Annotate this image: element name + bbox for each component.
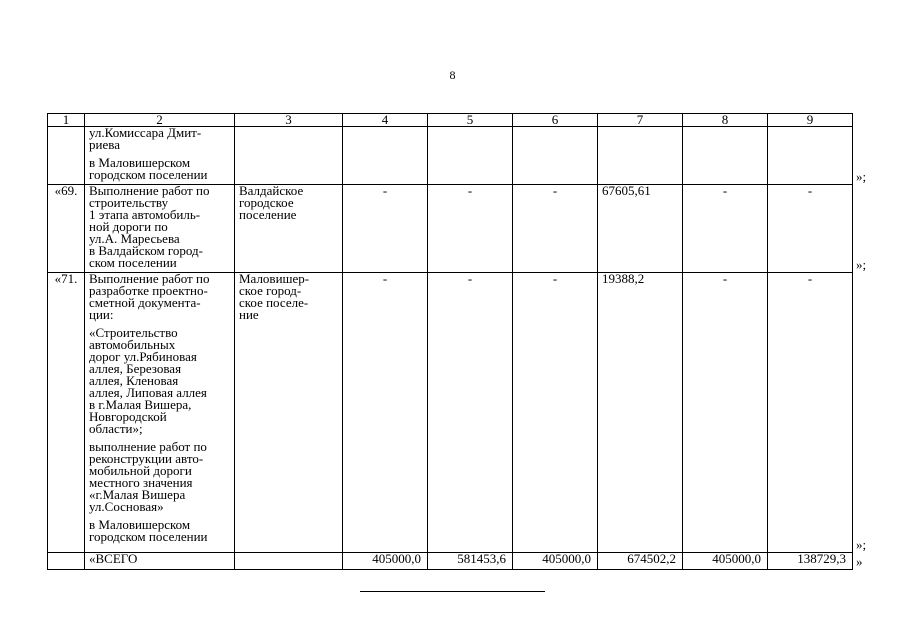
amount-cell: 405000,0 [513,553,598,570]
amount-cell: - [428,273,513,553]
page-number: 8 [449,68,456,82]
column-header: 2 [85,114,235,127]
amount-cell: 67605,61 [598,185,683,273]
row-number: «69. [48,185,85,273]
amount-cell: - [343,185,428,273]
amount-cell [683,127,768,185]
municipality-cell [235,553,343,570]
amount-cell: - [768,273,853,553]
amount-cell: - [683,185,768,273]
object-name-cell [85,553,235,570]
object-name-paragraph: в Маловишерском городском поселении [89,517,208,544]
row-number [48,127,85,185]
row-closing-mark: » [856,554,863,569]
object-name-paragraph: ул.Комиссара Дмит- риева [89,125,202,152]
column-header: 6 [513,114,598,127]
amount-cell [428,127,513,185]
municipality-cell [235,127,343,185]
amount-cell [768,127,853,185]
amount-cell: - [768,185,853,273]
amount-cell: 581453,6 [428,553,513,570]
amount-cell: 674502,2 [598,553,683,570]
table-row [48,273,853,553]
amount-cell: 405000,0 [343,553,428,570]
object-name-cell [85,273,235,553]
object-name-cell [85,127,235,185]
table-row [48,127,853,185]
amount-cell: - [513,273,598,553]
budget-table [47,113,853,570]
footnote-rule [360,591,545,592]
column-header: 4 [343,114,428,127]
row-closing-mark: »; [856,257,867,272]
amount-cell [513,127,598,185]
amount-cell: - [343,273,428,553]
municipality-cell: Маловишер- ское город- ское поселе- ние [235,273,343,553]
column-header: 3 [235,114,343,127]
column-header: 8 [683,114,768,127]
object-name-paragraph: выполнение работ по реконструкции авто- мобильной дороги местного значения «г.Малая Вишера ул.Сосновая» [89,439,207,514]
row-closing-mark: »; [856,537,867,552]
row-number [48,553,85,570]
column-header: 9 [768,114,853,127]
amount-cell: - [513,185,598,273]
table-row [48,185,853,273]
column-header: 5 [428,114,513,127]
object-name-paragraph: Выполнение работ по строительству 1 этапа автомобиль- ной дороги по ул.А. Маресьева в Валдайском город- ском поселении [89,183,210,270]
object-name-paragraph: «ВСЕГО [89,551,138,566]
object-name-cell [85,185,235,273]
table-row [48,553,853,570]
object-name-paragraph: «Строительство автомобильных дорог ул.Рябиновая аллея, Березовая аллея, Кленовая аллея, Липовая аллея в г.Малая Вишера, Новгородской области»; [89,325,207,436]
amount-cell: - [428,185,513,273]
amount-cell: 138729,3 [768,553,853,570]
amount-cell: 19388,2 [598,273,683,553]
object-name-paragraph: в Маловишерском городском поселении [89,155,208,182]
municipality-cell: Валдайское городское поселение [235,185,343,273]
amount-cell: - [683,273,768,553]
amount-cell [598,127,683,185]
amount-cell: 405000,0 [683,553,768,570]
object-name-paragraph: Выполнение работ по разработке проектно- сметной документа- ции: [89,271,210,322]
row-number: «71. [48,273,85,553]
row-closing-mark: »; [856,169,867,184]
column-header: 1 [48,114,85,127]
amount-cell [343,127,428,185]
column-header: 7 [598,114,683,127]
